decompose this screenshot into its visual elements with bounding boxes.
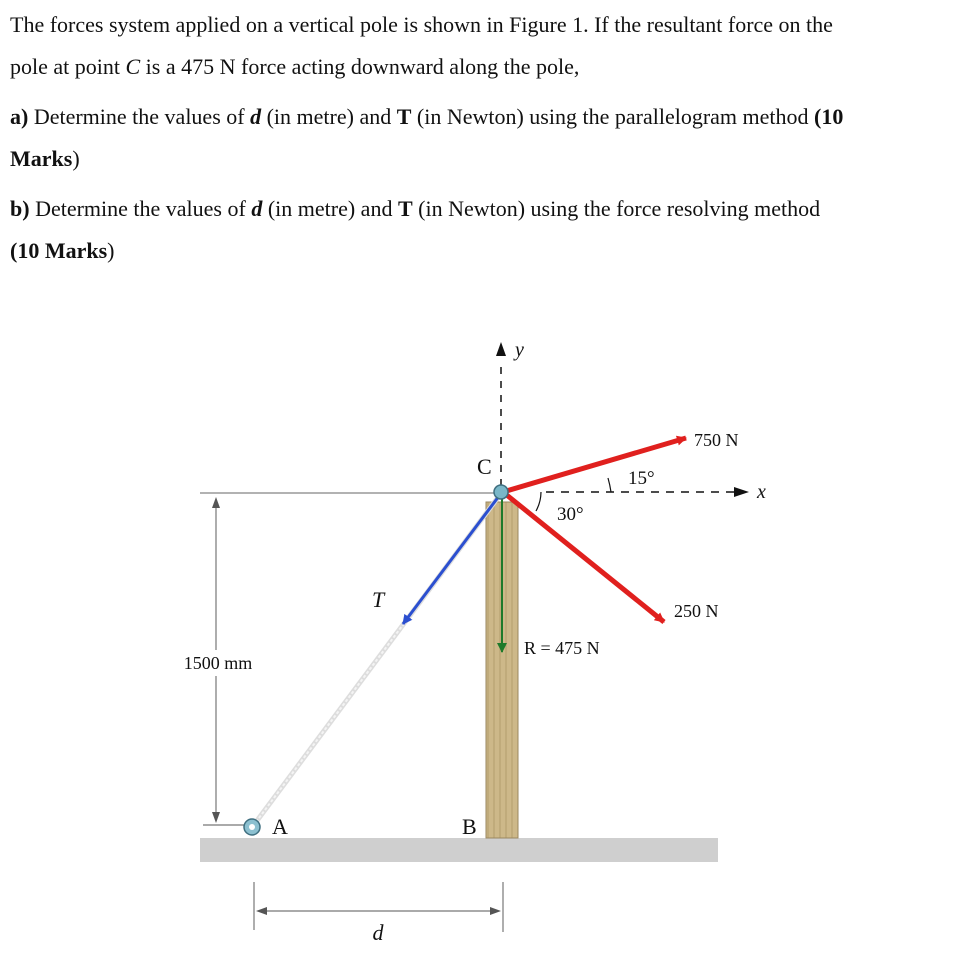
- intro-point-c: C: [125, 54, 141, 79]
- x-axis-arrow-icon: [734, 487, 749, 497]
- point-a-label: A: [272, 814, 288, 839]
- intro-line-2a: pole at point: [10, 54, 126, 79]
- y-axis-label: y: [515, 339, 524, 361]
- force-250-label: 250 N: [674, 601, 719, 621]
- force-750-label: 750 N: [694, 430, 739, 450]
- angle-15-arc: [608, 478, 611, 492]
- x-axis-label: x: [757, 481, 766, 503]
- question-b-text-2: (in metre) and: [262, 196, 398, 221]
- question-b-label: b): [10, 196, 30, 221]
- question-a-marks-3: ): [72, 146, 80, 171]
- question-b-marks-close: ): [107, 238, 115, 263]
- ground: [200, 838, 718, 862]
- force-750-arrow: [503, 438, 686, 492]
- distance-label: d: [372, 920, 384, 945]
- point-b-label: B: [462, 814, 477, 839]
- intro-line-2b: is a 475 N force acting downward along the pole,: [140, 54, 580, 79]
- point-c-label: C: [477, 454, 492, 479]
- question-b-T: T: [397, 196, 413, 221]
- question-a-label: a): [10, 104, 29, 129]
- resultant-label: R = 475 N: [524, 638, 600, 658]
- tension-label: T: [372, 587, 385, 612]
- question-a-d: d: [250, 104, 262, 129]
- question-a-T: T: [396, 104, 412, 129]
- intro-line-1: The forces system applied on a vertical pole is shown in Figure 1. If the resultant force on the: [10, 12, 833, 37]
- anchor-a-hole: [249, 824, 255, 830]
- question-a-marks-2: Marks: [10, 146, 73, 171]
- angle-15-label: 15°: [628, 468, 655, 489]
- d-arrow-right-icon: [490, 907, 501, 915]
- question-b-text-3: (in Newton) using the force resolving method: [412, 196, 821, 221]
- y-axis-arrow-icon: [496, 342, 506, 356]
- height-label: 1500 mm: [183, 653, 253, 673]
- point-c-pin: [494, 485, 508, 499]
- angle-30-label: 30°: [557, 504, 584, 525]
- question-a-marks-1: (10: [814, 104, 844, 129]
- question-b-marks: (10 Marks: [10, 238, 108, 263]
- question-a-text-2: (in metre) and: [261, 104, 397, 129]
- d-arrow-left-icon: [256, 907, 267, 915]
- question-b-text-1: Determine the values of: [29, 196, 252, 221]
- height-arrow-top-icon: [212, 497, 220, 508]
- angle-30-arc: [536, 492, 541, 511]
- question-a-text-3: (in Newton) using the parallelogram method: [411, 104, 815, 129]
- height-arrow-bottom-icon: [212, 812, 220, 823]
- question-b-d: d: [251, 196, 263, 221]
- question-a-text-1: Determine the values of: [28, 104, 251, 129]
